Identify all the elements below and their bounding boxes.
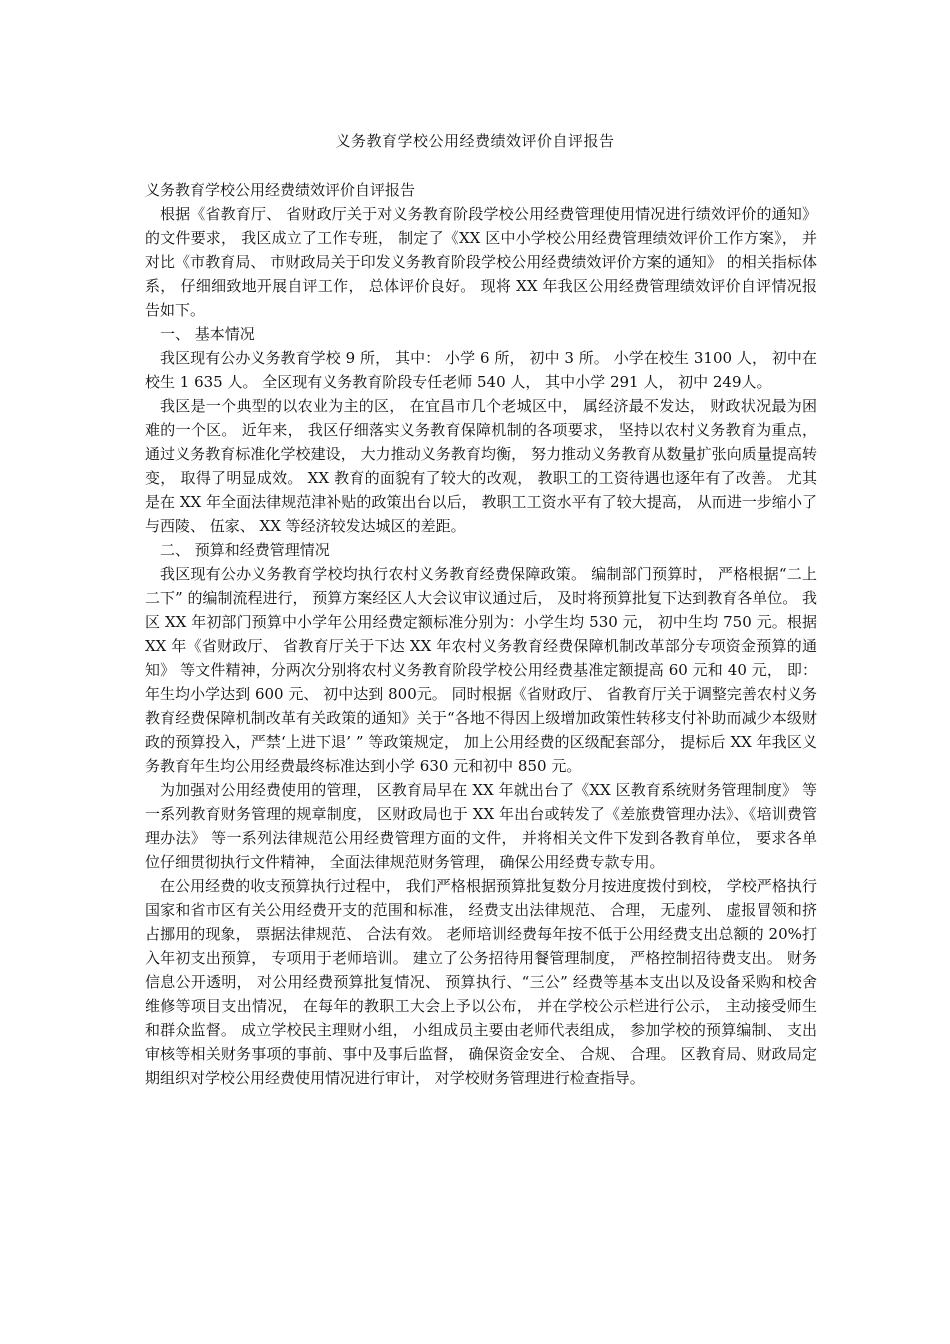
paragraph-budget-standards: 我区现有公办义务教育学校均执行农村义务教育经费保障政策。 编制部门预算时， 严格根据“二上二下” 的编制流程进行， 预算方案经区人大会议审议通过后， 及时将预算批复下达到教育各单位。 我区 XX 年初部门预算中小学年公用经费定额标准分别为：小学生均 530 元， 初中生均 750 元。根据 XX 年《省财政厅、 省教育厅关于下达 XX 年农村义务教育经费保障机制改革部分专项资金预算的通知》 等文件精神，分两次分别将农村义务教育阶段学校公用经费基准定额提高 60 元和 40 元， 即： 年生均小学达到 600 元、 初中达到 800元。 同时根据《省财政厅、 省教育厅关于调整完善农村义务教育经费保障机制改革有关政策的通知》关于“各地不得因上级增加政策性转移支付补助而减少本级财政的预算投入，严禁‘上进下退’ ” 等政策规定， 加上公用经费的区级配套部分， 提标后 XX 年我区义务教育年生均公用经费最终标准达到小学 630 元和初中 850 元。 (145, 565, 817, 775)
paragraph-school-statistics: 我区现有公办义务教育学校 9 所， 其中： 小学 6 所， 初中 3 所。 小学在校生 3100 人， 初中在校生 1 635 人。 全区现有义务教育阶段专任老师 540 人， 其中小学 291 人， 初中 249人。 (145, 349, 817, 391)
section-heading-budget-management: 二、 预算和经费管理情况 (160, 541, 330, 559)
document-title: 义务教育学校公用经费绩效评价自评报告 (335, 132, 615, 150)
document-body (145, 178, 817, 1090)
paragraph-budget-execution: 在公用经费的收支预算执行过程中， 我们严格根据预算批复数分月按进度拨付到校， 学校严格执行国家和省市区有关公用经费开支的范围和标准， 经费支出法律规范、 合理， 无虚列、 虚报冒领和挤占挪用的现象， 票据法律规范、 合法有效。 老师培训经费每年按不低于公用经费支出总额的 20%打入年初支出预算， 专项用于老师培训。 建立了公务招待用餐管理制度， 严格控制招待费支出。 财务信息公开透明， 对公用经费预算批复情况、 预算执行、“三公” 经费等基本支出以及设备采购和校舍维修等项目支出情况， 在每年的教职工大会上予以公布， 并在学校公示栏进行公示， 主动接受师生和群众监督。 成立学校民主理财小组， 小组成员主要由老师代表组成， 参加学校的预算编制、 支出审核等相关财务事项的事前、事中及事后监督， 确保资金安全、 合规、 合理。 区教育局、财政局定期组织对学校公用经费使用情况进行审计， 对学校财务管理进行检查指导。 (145, 877, 817, 1087)
paragraph-regional-background: 我区是一个典型的以农业为主的区， 在宜昌市几个老城区中， 属经济最不发达， 财政状况最为困难的一个区。 近年来， 我区仔细落实义务教育保障机制的各项要求， 坚持以农村义务教育为重点， 通过义务教育标准化学校建设， 大力推动义务教育均衡， 努力推动义务教育从数量扩张向质量提高转变， 取得了明显成效。 XX 教育的面貌有了较大的改观， 教职工的工资待遇也逐年有了改善。 尤其是在 XX 年全面法律规范津补贴的政策出台以后， 教职工工资水平有了较大提高， 从而进一步缩小了与西陵、 伍家、 XX 等经济较发达城区的差距。 (145, 397, 817, 535)
paragraph-intro: 根据《省教育厅、 省财政厅关于对义务教育阶段学校公用经费管理使用情况进行绩效评价的通知》 的文件要求， 我区成立了工作专班， 制定了《XX 区中小学校公用经费管理绩效评价工作方案》， 并对比《市教育局、 市财政局关于印发义务教育阶段学校公用经费绩效评价方案的通知》 的相关指标体系， 仔细细致地开展自评工作， 总体评价良好。 现将 XX 年我区公用经费管理绩效评价自评情况报告如下。 (145, 205, 817, 319)
document-subtitle: 义务教育学校公用经费绩效评价自评报告 (145, 181, 416, 199)
paragraph-management-rules: 为加强对公用经费使用的管理， 区教育局早在 XX 年就出台了《XX 区教育系统财务管理制度》 等一系列教育财务管理的规章制度， 区财政局也于 XX 年出台或转发了《差旅费管理办法》、《培训费管理办法》 等一系列法律规范公用经费管理方面的文件， 并将相关文件下发到各教育单位， 要求各单位仔细贯彻执行文件精神， 全面法律规范财务管理， 确保公用经费专款专用。 (145, 781, 817, 871)
section-heading-basic-situation: 一、 基本情况 (160, 325, 255, 343)
